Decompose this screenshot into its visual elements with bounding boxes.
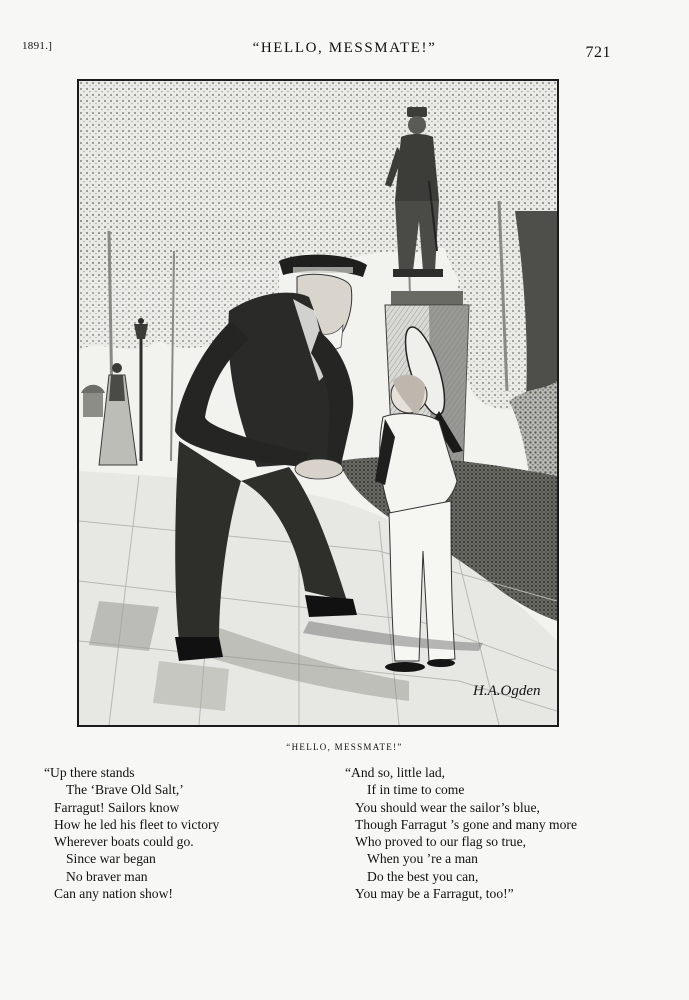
header-date: 1891.]: [22, 40, 53, 52]
poem-line: Farragut! Sailors know: [54, 799, 180, 815]
poem-line: The ‘Brave Old Salt,’: [66, 782, 184, 798]
artist-signature: H.A.Ogden: [473, 683, 541, 699]
poem-line: Do the best you can,: [367, 868, 479, 884]
poem-line: Can any nation show!: [54, 886, 173, 902]
poem-line: Though Farragut ’s gone and many more: [355, 816, 577, 832]
poem-left-stanza: [44, 764, 219, 902]
poem-line: How he led his fleet to victory: [54, 816, 220, 832]
poem-line: “And so, little lad,: [345, 765, 446, 780]
poem-line: You should wear the sailor’s blue,: [355, 799, 540, 815]
poem-line: No braver man: [66, 868, 148, 884]
poem-line: Since war began: [66, 851, 156, 867]
illustration-caption: “HELLO, MESSMATE!”: [286, 742, 403, 752]
page-number: 721: [585, 44, 611, 61]
running-title: “HELLO, MESSMATE!”: [252, 40, 437, 56]
poem-line: If in time to come: [367, 782, 465, 798]
poem-line: “Up there stands: [44, 765, 135, 780]
poem-line: Wherever boats could go.: [54, 834, 194, 850]
poem-line: Who proved to our flag so true,: [355, 834, 527, 850]
poem-line: When you ’re a man: [367, 851, 478, 867]
poem-line: You may be a Farragut, too!”: [355, 886, 514, 902]
poem-right-stanza: [345, 764, 577, 902]
engraving-illustration: [77, 79, 559, 727]
